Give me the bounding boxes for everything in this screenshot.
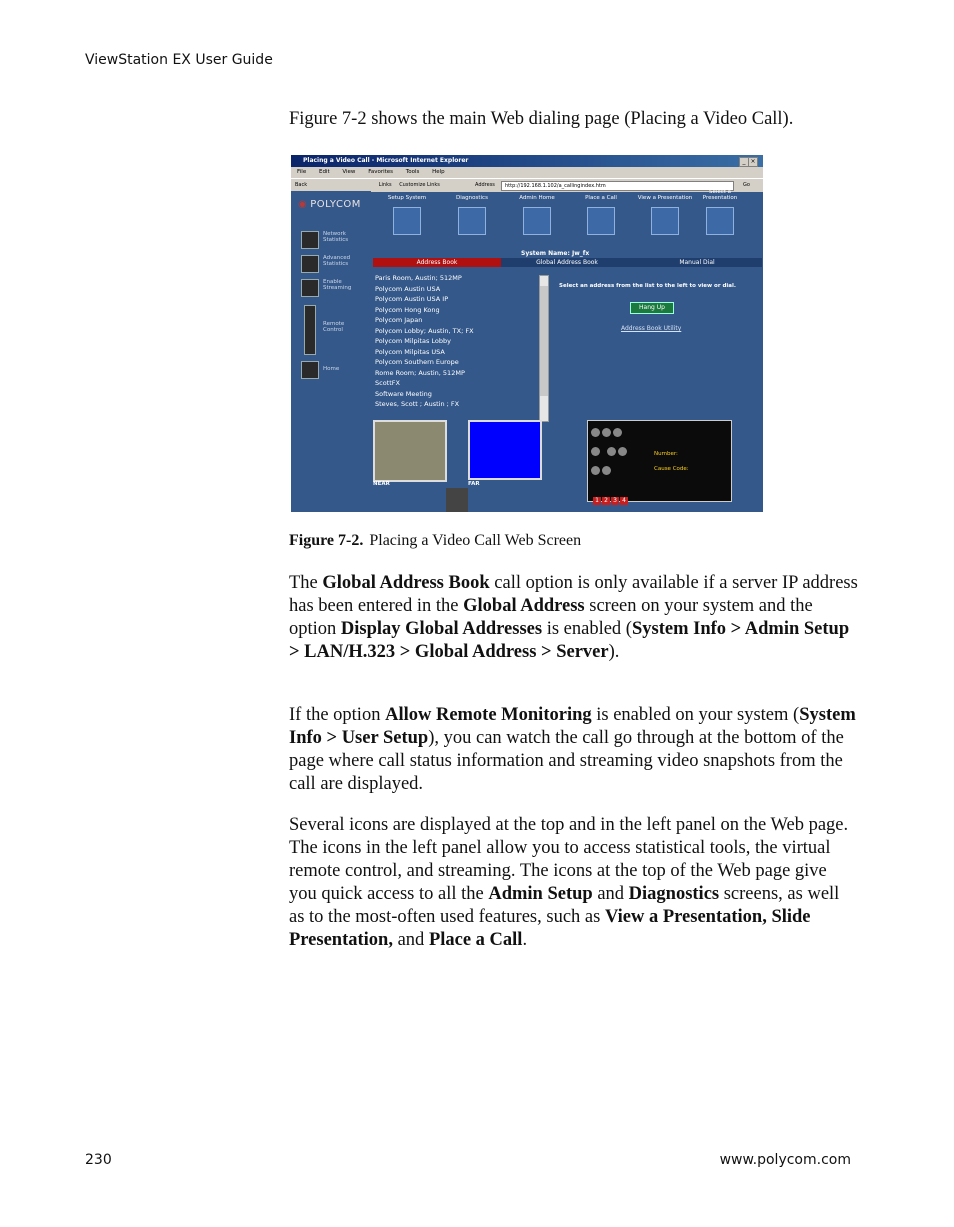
figure-caption-text: Placing a Video Call Web Screen	[369, 532, 582, 549]
address-list-item[interactable]: Steves, Scott ; Austin ; FX	[375, 400, 460, 408]
top-icon-bar	[375, 189, 763, 247]
menu-edit[interactable]: Edit	[318, 169, 330, 175]
address-list-item[interactable]: Polycom Lobby; Austin, TX; FX	[375, 326, 474, 335]
select-address-message: Select an address from the list to the left to view or dial.	[559, 283, 736, 289]
advanced-statistics-label: Advanced Statistics	[323, 255, 351, 267]
status-light-icon	[591, 428, 600, 437]
status-light-icon	[618, 447, 627, 456]
address-list-item[interactable]: Software Meeting	[375, 389, 432, 398]
far-video-snapshot	[468, 420, 542, 480]
tab-global-address-book[interactable]: Global Address Book	[536, 259, 598, 266]
intro-text: Figure 7-2 shows the main Web dialing page (Placing a Video Call).	[289, 109, 794, 129]
tab-address-book[interactable]: Address Book	[373, 258, 501, 267]
address-list-item[interactable]: Polycom Austin USA IP	[375, 295, 449, 303]
view-presentation-button[interactable]	[633, 195, 697, 235]
figure-caption	[289, 532, 581, 550]
status-light-icon	[602, 428, 611, 437]
diagnostics-label: Diagnostics	[456, 195, 488, 201]
window-titlebar	[291, 155, 763, 167]
remote-control-label: Remote Control	[323, 321, 345, 333]
near-label: NEAR	[373, 481, 390, 487]
system-name: System Name: Jw_fx	[521, 250, 590, 257]
call-status-panel	[587, 420, 732, 502]
setup-system-label: Setup System	[387, 195, 427, 201]
diagnostics-icon	[458, 207, 486, 235]
grid-icon	[706, 207, 734, 235]
footer-url: www.polycom.com	[719, 1152, 851, 1168]
diagnostics-button[interactable]	[440, 195, 504, 235]
status-light-icon	[591, 447, 600, 456]
streaming-icon	[301, 279, 319, 297]
status-light-icon	[607, 447, 616, 456]
enable-streaming-label: Enable Streaming	[323, 279, 352, 291]
address-list-item[interactable]: Polycom Milpitas USA	[375, 347, 445, 356]
tab-manual-dial[interactable]: Manual Dial	[679, 259, 715, 266]
paragraph-icons: Several icons are displayed at the top and in the left panel on the Web page. The icons in the left panel allow you to access statistical tools, the virtual remote control, and streaming. The icons at the top of the Web page give you quick access to all the Admin Setup and Diagnostics screens, as well as to the most-often used features, such as View a Presentation, Slide Presentation, and Place a Call.	[289, 815, 849, 950]
digit-2-button[interactable]: 2	[602, 497, 610, 505]
paragraph-global-address-book: The Global Address Book call option is only available if a server IP address has been entered in the Global Address screen on your system and the option Display Global Addresses is enabled (System Info > Admin Setup > LAN/H.323 > Global Address > Server).	[289, 573, 858, 662]
links-label: Links	[378, 182, 392, 188]
setup-system-button[interactable]	[375, 195, 439, 235]
menu-file[interactable]: File	[297, 169, 307, 175]
number-label: Number:	[654, 451, 678, 457]
far-label: FAR	[468, 481, 480, 487]
address-book-utility-link[interactable]: Address Book Utility	[621, 325, 682, 332]
place-a-call-label: Place a Call	[585, 195, 617, 201]
address-list-item[interactable]: Polycom Milpitas Lobby	[375, 337, 451, 345]
address-list-scrollbar[interactable]	[539, 275, 549, 422]
customize-links[interactable]: Customize Links	[399, 182, 440, 188]
logo-text: POLYCOM	[310, 199, 361, 210]
figure-caption-label: Figure 7-2.	[289, 532, 364, 549]
address-list-item[interactable]: Polycom Austin USA	[375, 284, 441, 293]
running-header: ViewStation EX User Guide	[85, 52, 273, 68]
near-video-snapshot	[373, 420, 447, 482]
network-statistics-label: Network Statistics	[323, 231, 349, 243]
setup-system-icon	[393, 207, 421, 235]
page-number: 230	[85, 1152, 112, 1168]
place-a-call-button[interactable]	[569, 195, 633, 235]
admin-home-button[interactable]	[505, 195, 569, 235]
menu-favorites[interactable]: Favorites	[368, 169, 394, 175]
figure-screenshot	[291, 155, 763, 512]
remote-control-icon	[304, 305, 316, 355]
close-icon[interactable]: ×	[748, 157, 758, 167]
address-list[interactable]	[375, 273, 545, 423]
cause-code-label: Cause Code:	[654, 466, 689, 472]
status-light-icon	[591, 466, 600, 475]
menu-view[interactable]: View	[342, 169, 356, 175]
menu-bar	[291, 167, 763, 178]
digit-1-button[interactable]: 1	[593, 497, 601, 505]
go-button[interactable]: Go	[743, 182, 750, 188]
polycom-logo	[298, 199, 361, 210]
hang-up-button[interactable]: Hang Up	[630, 302, 674, 314]
status-light-icon	[613, 428, 622, 437]
select-presentation-label: Select a Presentation	[702, 189, 738, 201]
remote-icon[interactable]	[446, 488, 468, 512]
address-list-item[interactable]: Paris Room, Austin; 512MP	[375, 274, 462, 282]
left-panel	[291, 191, 371, 512]
address-list-item[interactable]: ScottFX	[375, 379, 400, 387]
polycom-logo-icon: ◉	[298, 199, 308, 210]
address-list-item[interactable]: Rome Room; Austin, 512MP	[375, 368, 465, 377]
digit-4-button[interactable]: 4	[620, 497, 628, 505]
home-label: Home	[323, 366, 340, 372]
select-presentation-button[interactable]	[693, 189, 747, 235]
digit-buttons	[593, 487, 629, 506]
address-label: Address	[475, 182, 495, 188]
minimize-icon[interactable]: _	[739, 157, 749, 167]
admin-home-label: Admin Home	[519, 195, 555, 201]
menu-tools[interactable]: Tools	[405, 169, 420, 175]
digit-3-button[interactable]: 3	[611, 497, 619, 505]
place-call-icon	[587, 207, 615, 235]
back-button[interactable]: Back	[295, 182, 308, 188]
home-icon	[301, 361, 319, 379]
presentation-icon	[651, 207, 679, 235]
address-list-item[interactable]: Polycom Southern Europe	[375, 358, 459, 366]
view-presentation-label: View a Presentation	[637, 195, 693, 201]
window-title: Placing a Video Call - Microsoft Internet Explorer	[303, 157, 469, 164]
address-list-item[interactable]: Polycom Japan	[375, 316, 423, 324]
dial-tabs	[373, 258, 762, 267]
status-light-icon	[602, 466, 611, 475]
advanced-statistics-icon	[301, 255, 319, 273]
status-lights	[590, 423, 632, 445]
address-list-item[interactable]: Polycom Hong Kong	[375, 305, 440, 314]
address-field[interactable]: http://192.168.1.102/a_callingindex.htm	[501, 181, 734, 191]
network-statistics-icon	[301, 231, 319, 249]
paragraph-remote-monitoring: If the option Allow Remote Monitoring is enabled on your system (System Info > User Setup), you can watch the call go through at the bottom of the page where call status information and streaming video snapshots from the call are displayed.	[289, 705, 856, 794]
menu-help[interactable]: Help	[432, 169, 445, 175]
info-icon	[523, 207, 551, 235]
scrollbar-thumb[interactable]	[540, 286, 548, 396]
